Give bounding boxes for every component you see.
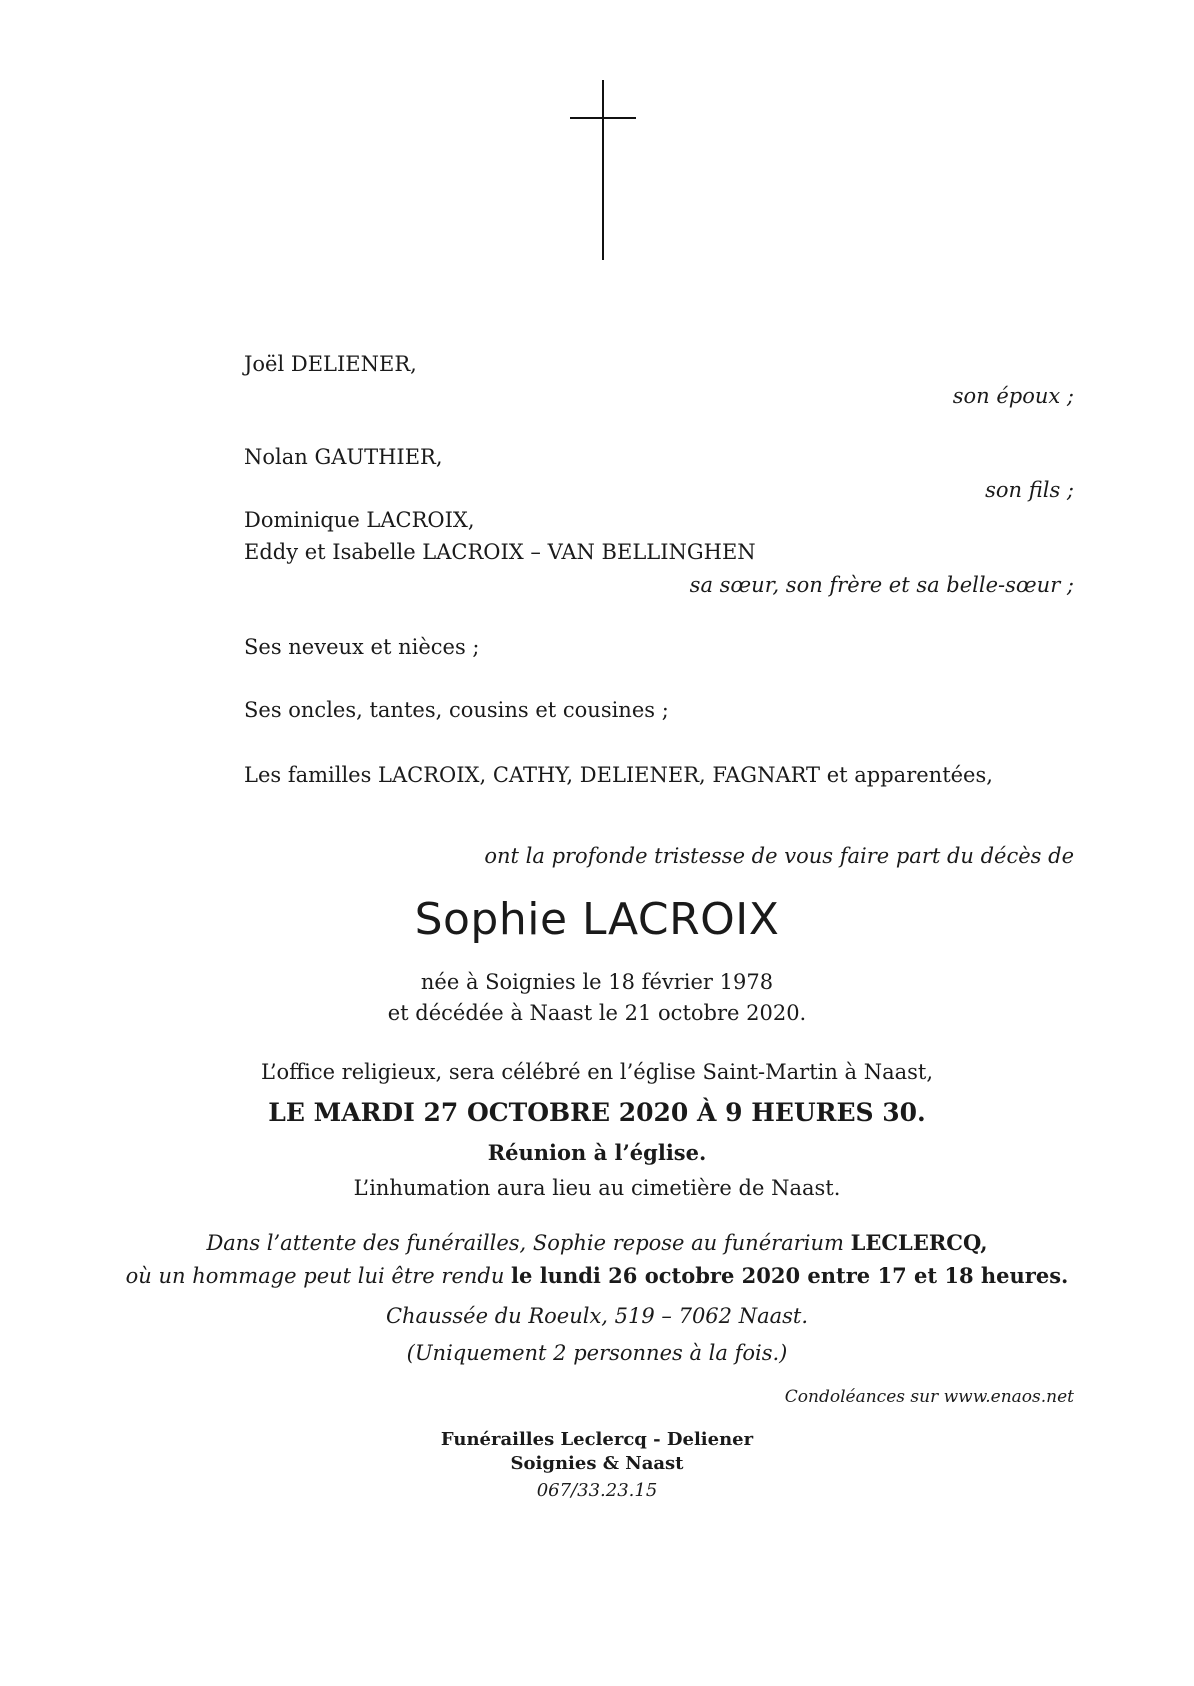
- death-line: et décédée à Naast le 21 octobre 2020.: [387, 1001, 807, 1025]
- relation-label-1: son époux ;: [952, 384, 1074, 408]
- funerarium-line-2: [0, 1265, 1194, 1287]
- family-line-1: Joël DELIENER,: [244, 352, 417, 376]
- family-line-7: Les familles LACROIX, CATHY, DELIENER, FAGNART et apparentées,: [244, 763, 993, 787]
- relation-label-3: sa sœur, son frère et sa belle-sœur ;: [689, 573, 1074, 597]
- family-line-3: Dominique LACROIX,: [244, 508, 475, 532]
- homage-date: le lundi 26 octobre 2020 entre 17 et 18 heures.: [511, 1263, 1069, 1288]
- family-line-6: Ses oncles, tantes, cousins et cousines ;: [244, 698, 669, 722]
- family-line-2: Nolan GAUTHIER,: [244, 445, 443, 469]
- relation-label-2: son fils ;: [985, 478, 1074, 502]
- funeral-home-phone: 067/33.23.15: [536, 1480, 658, 1501]
- cross-icon: [602, 80, 604, 260]
- funerarium-line-1: [0, 1232, 1194, 1254]
- family-line-4: Eddy et Isabelle LACROIX – VAN BELLINGHEN: [244, 540, 756, 564]
- funerarium-name: LECLERCQ,: [850, 1230, 988, 1255]
- visitor-limit: (Uniquement 2 personnes à la fois.): [406, 1341, 788, 1365]
- burial-line: L’inhumation aura lieu au cimetière de Naast.: [353, 1176, 841, 1200]
- birth-line: née à Soignies le 18 février 1978: [420, 970, 774, 994]
- condolences-line: Condoléances sur www.enaos.net: [784, 1387, 1074, 1407]
- funeral-home-location: Soignies & Naast: [510, 1453, 684, 1474]
- deceased-name: Sophie LACROIX: [414, 894, 780, 945]
- address-line: Chaussée du Roeulx, 519 – 7062 Naast.: [385, 1304, 809, 1328]
- meeting-line: Réunion à l’église.: [487, 1140, 707, 1165]
- family-line-5: Ses neveux et nièces ;: [244, 635, 480, 659]
- ceremony-line: L’office religieux, sera célébré en l’église Saint-Martin à Naast,: [260, 1060, 934, 1084]
- cross-icon-bar: [570, 117, 636, 119]
- ceremony-date: LE MARDI 27 OCTOBRE 2020 À 9 HEURES 30.: [268, 1098, 926, 1127]
- announcement-text: ont la profonde tristesse de vous faire part du décès de: [484, 844, 1074, 868]
- homage-text: où un hommage peut lui être rendu: [125, 1264, 512, 1288]
- funerarium-text: Dans l’attente des funérailles, Sophie repose au funérarium: [206, 1231, 851, 1255]
- funeral-home-name: Funérailles Leclercq - Deliener: [440, 1429, 754, 1450]
